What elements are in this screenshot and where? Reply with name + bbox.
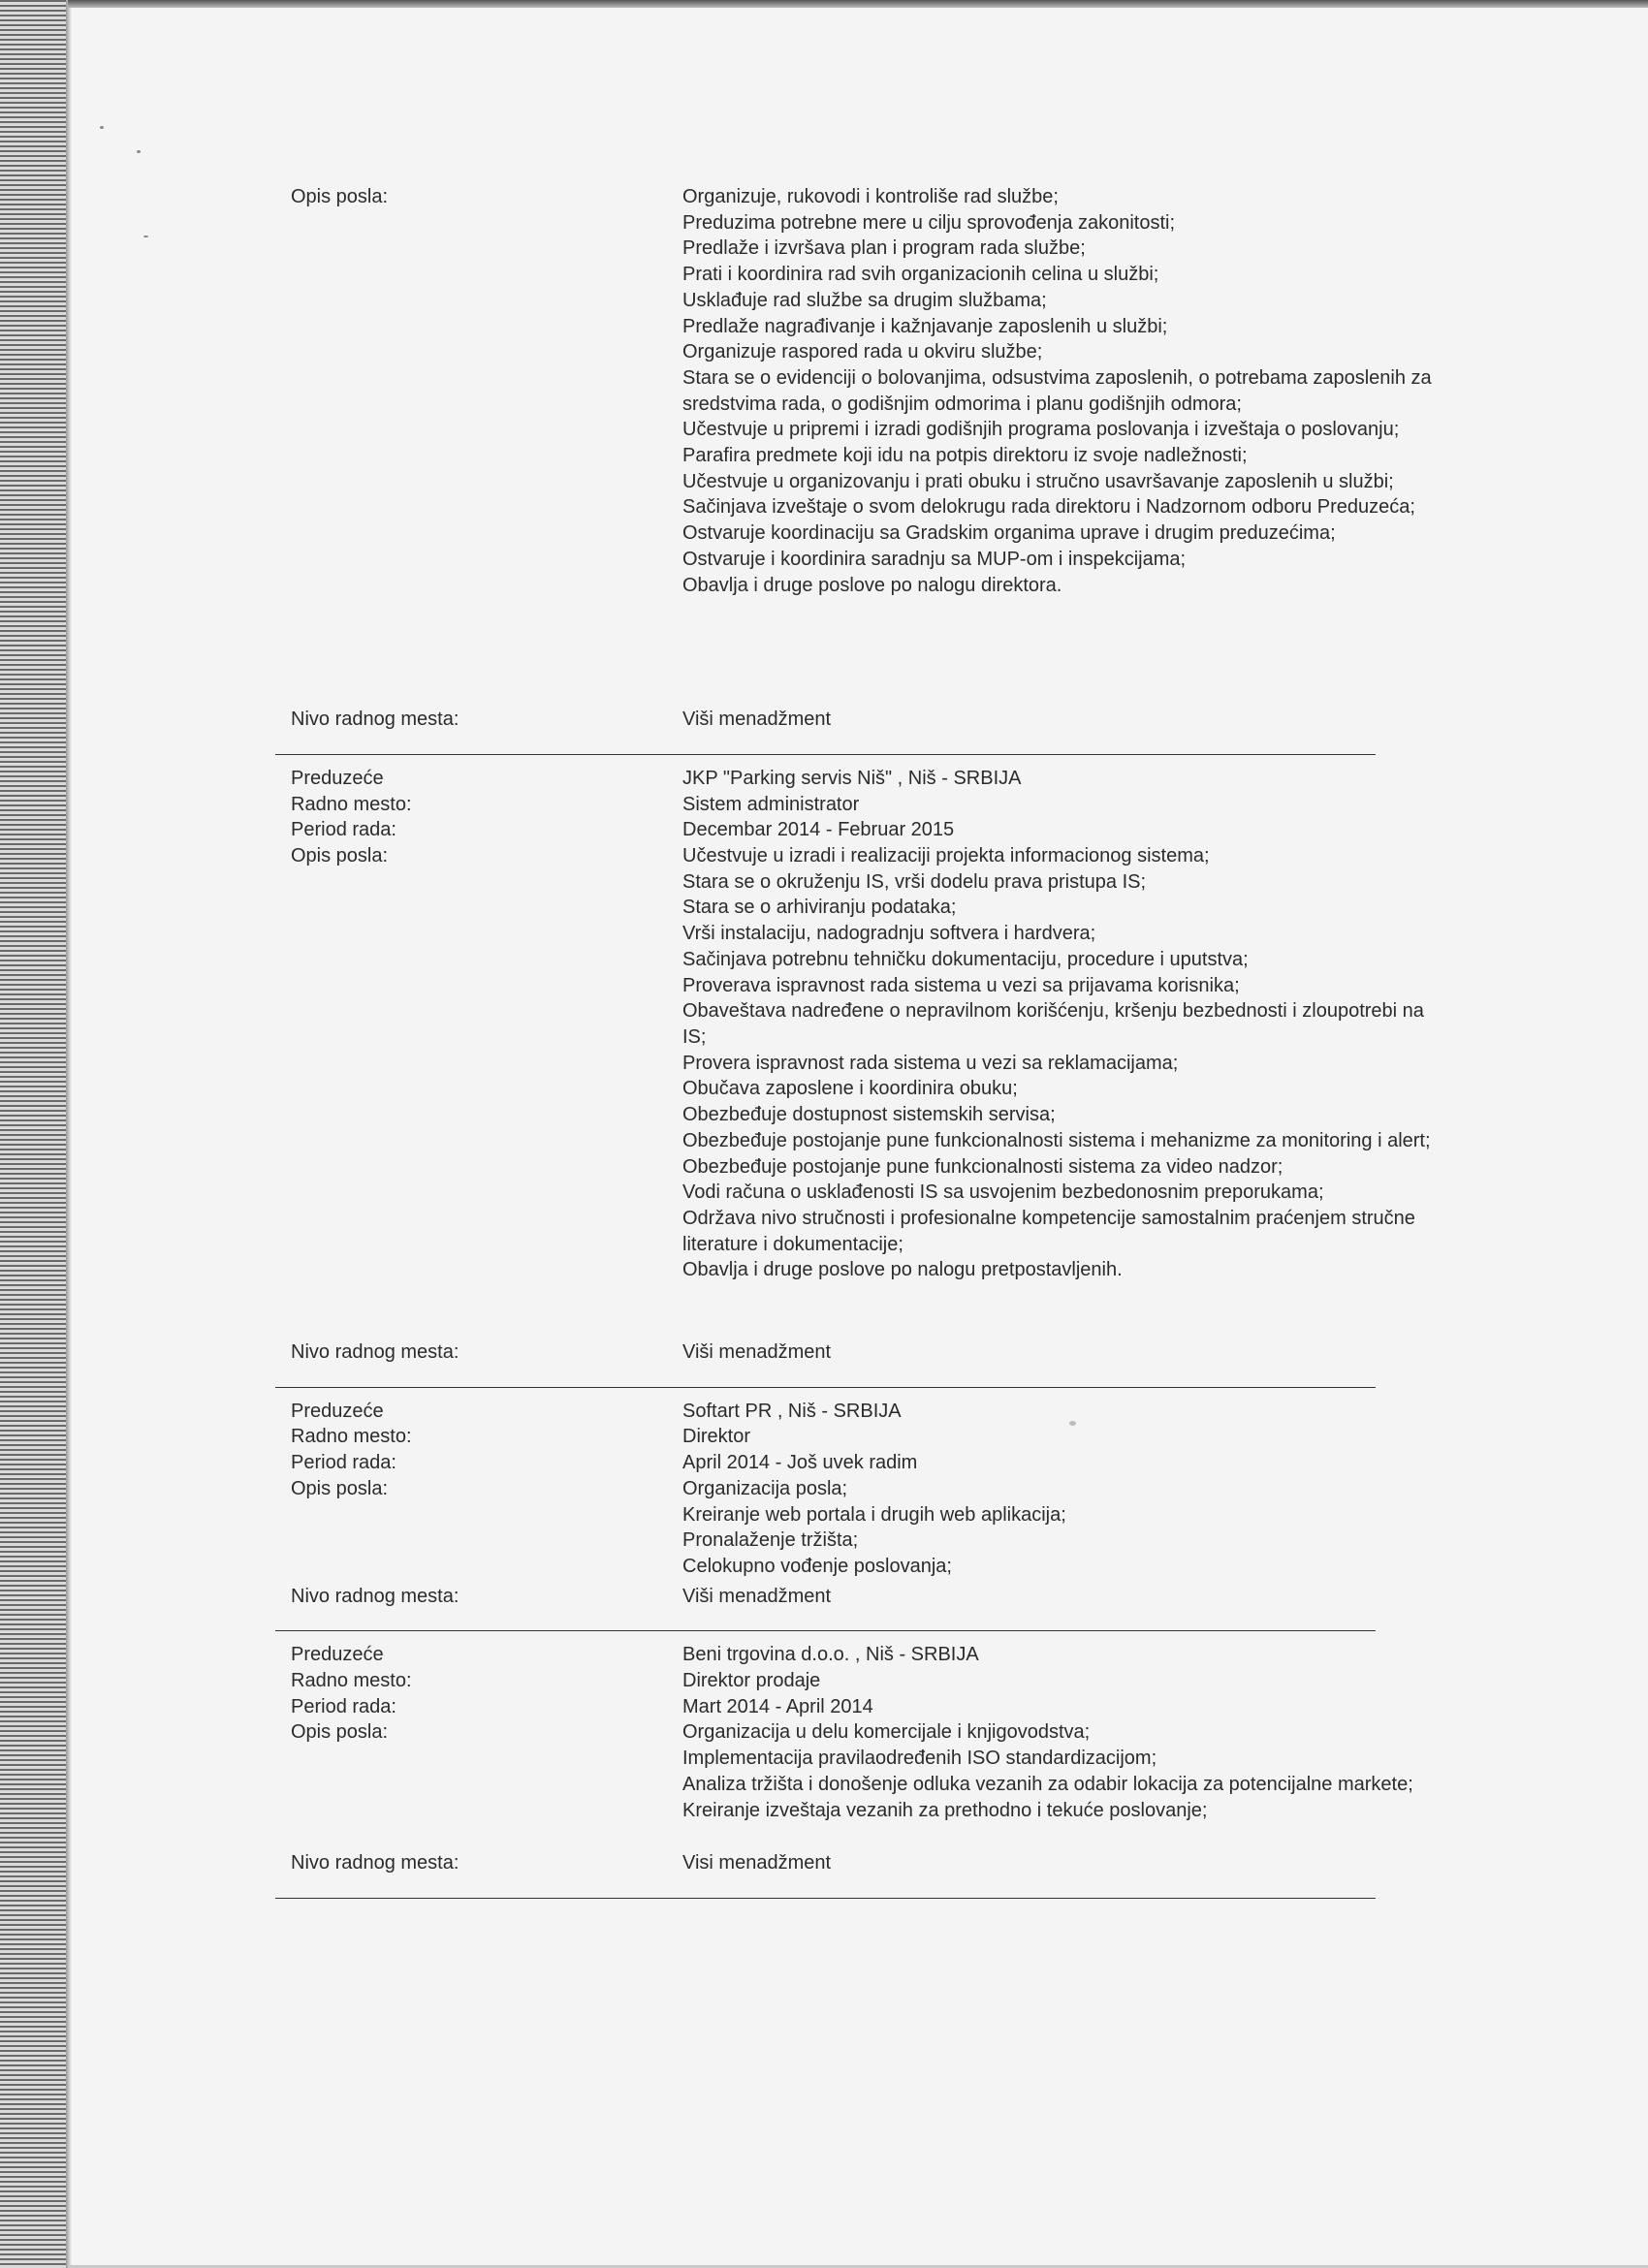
spacer [291, 1823, 1512, 1850]
duty-line: Provera ispravnost rada sistema u vezi sa reklamacijama; [682, 1052, 1179, 1074]
position-value: Sistem administrator [682, 793, 860, 815]
period-label: Period rada: [291, 1452, 396, 1474]
period-row [291, 817, 1512, 843]
level-value: Viši menadžment [682, 709, 832, 731]
company-label: Preduzeće [291, 767, 384, 789]
company-label: Preduzeće [291, 1644, 384, 1666]
level-label: Nivo radnog mesta: [291, 1341, 460, 1364]
duty-line: Obezbeđuje postojanje pune funkcionalnosti sistema i mehanizme za monitoring i alert; [682, 1129, 1431, 1151]
section-divider [275, 754, 1376, 755]
duty-line: Obezbeđuje postojanje pune funkcionalnosti sistema za video nadzor; [682, 1155, 1284, 1178]
period-row [291, 1694, 1512, 1720]
section-divider [275, 1387, 1376, 1388]
level-label: Nivo radnog mesta: [291, 709, 460, 731]
duty-line: IS; [682, 1025, 707, 1048]
duties-label: Opis posla: [291, 1721, 389, 1744]
duty-line: Učestvuje u organizovanju i prati obuku i stručno usavršavanje zaposlenih u službi; [682, 470, 1394, 492]
duty-line: Preduzima potrebne mere u cilju sprovođenja zakonitosti; [682, 211, 1176, 234]
level-label: Nivo radnog mesta: [291, 1852, 460, 1874]
company-row [291, 766, 1512, 792]
duty-line: Obavlja i druge poslove po nalogu direktora. [682, 574, 1062, 596]
duty-line: Pronalaženje tržišta; [682, 1529, 859, 1552]
scan-speck [137, 150, 141, 153]
duty-line: Stara se o okruženju IS, vrši dodelu prava pristupa IS; [682, 870, 1147, 893]
scan-top-edge [68, 0, 1648, 8]
duty-line: Ostvaruje koordinaciju sa Gradskim organima uprave i drugim preduzećima; [682, 522, 1336, 545]
company-value: Softart PR , Niš - SRBIJA [682, 1400, 902, 1422]
duty-line: Stara se o arhiviranju podataka; [682, 897, 957, 919]
spacer [291, 598, 1512, 707]
duty-line: Organizuje, rukovodi i kontroliše rad službe; [682, 186, 1059, 207]
scan-edge-strip [0, 0, 68, 2268]
duties-list [682, 1719, 1512, 1823]
level-row [291, 1584, 1512, 1610]
position-label: Radno mesto: [291, 1426, 412, 1448]
duties-label: Opis posla: [291, 186, 389, 207]
duty-line: Održava nivo stručnosti i profesionalne kompetencije samostalnim praćenjem stručne [682, 1207, 1415, 1229]
duty-line: Obučava zaposlene i koordinira obuku; [682, 1078, 1018, 1100]
duties-label: Opis posla: [291, 845, 389, 867]
duty-line: Stara se o evidenciji o bolovanjima, odsustvima zaposlenih, o potrebama zaposlenih za [682, 366, 1432, 389]
period-label: Period rada: [291, 819, 396, 841]
company-row [291, 1642, 1512, 1668]
duties-row [291, 843, 1512, 1283]
duty-line: Sačinjava izveštaje o svom delokrugu rada direktoru i Nadzornom odboru Preduzeća; [682, 496, 1415, 519]
duty-line: Sačinjava potrebnu tehničku dokumentaciju, procedure i uputstva; [682, 948, 1249, 970]
scan-speck [143, 236, 148, 237]
company-row [291, 1399, 1512, 1425]
duty-line: Parafira predmete koji idu na potpis direktoru iz svoje nadležnosti; [682, 445, 1248, 467]
duties-row [291, 184, 1512, 598]
level-value: Viši menadžment [682, 1585, 832, 1607]
position-value: Direktor prodaje [682, 1670, 821, 1692]
period-label: Period rada: [291, 1695, 396, 1717]
level-value: Visi menadžment [682, 1852, 832, 1874]
position-label: Radno mesto: [291, 793, 412, 815]
level-value: Viši menadžment [682, 1341, 832, 1364]
duties-label: Opis posla: [291, 1477, 389, 1499]
duty-line: Usklađuje rad službe sa drugim službama; [682, 289, 1047, 311]
section-divider [275, 1898, 1376, 1899]
level-row [291, 707, 1512, 733]
duty-line: Implementacija pravilaodređenih ISO standardizacijom; [682, 1748, 1157, 1770]
duty-line: Obavlja i druge poslove po nalogu pretpostavljenih. [682, 1259, 1123, 1281]
company-label: Preduzeće [291, 1400, 384, 1422]
duty-line: Vrši instalaciju, nadogradnju softvera i hardvera; [682, 923, 1096, 945]
duty-line: Organizuje raspored rada u okviru službe; [682, 341, 1043, 363]
position-row [291, 792, 1512, 818]
period-row [291, 1450, 1512, 1476]
position-label: Radno mesto: [291, 1670, 412, 1692]
duty-line: Kreiranje izveštaja vezanih za prethodno i tekuće poslovanje; [682, 1799, 1208, 1821]
duty-line: Kreiranje web portala i drugih web aplikacija; [682, 1503, 1066, 1526]
period-value: Mart 2014 - April 2014 [682, 1695, 873, 1717]
duty-line: Proverava ispravnost rada sistema u vezi sa prijavama korisnika; [682, 974, 1240, 996]
level-row [291, 1850, 1512, 1876]
spacer [291, 1283, 1512, 1339]
duty-line: Predlaže nagrađivanje i kažnjavanje zaposlenih u službi; [682, 315, 1168, 337]
position-value: Direktor [682, 1426, 751, 1448]
duties-row [291, 1719, 1512, 1823]
level-label: Nivo radnog mesta: [291, 1585, 460, 1607]
position-row [291, 1668, 1512, 1694]
duty-line: Analiza tržišta i donošenje odluka vezanih za odabir lokacija za potencijalne markete; [682, 1773, 1413, 1795]
duty-line: Obezbeđuje dostupnost sistemskih servisa; [682, 1104, 1056, 1126]
duty-line: Učestvuje u pripremi i izradi godišnjih programa poslovanja i izveštaja o poslovanju; [682, 419, 1400, 441]
duty-line: Organizacija posla; [682, 1477, 848, 1499]
duty-line: Ostvaruje i koordinira saradnju sa MUP-om i inspekcijama; [682, 548, 1187, 570]
company-value: JKP "Parking servis Niš" , Niš - SRBIJA [682, 767, 1022, 789]
duty-line: Celokupno vođenje poslovanja; [682, 1555, 952, 1577]
period-value: April 2014 - Još uvek radim [682, 1452, 918, 1474]
period-value: Decembar 2014 - Februar 2015 [682, 819, 955, 841]
duties-list [682, 1476, 1512, 1580]
duty-line: sredstvima rada, o godišnjim odmorima i planu godišnjih odmora; [682, 393, 1242, 415]
level-row [291, 1339, 1512, 1366]
duty-line: Vodi računa o usklađenosti IS sa usvojenim bezbedonosnim preporukama; [682, 1181, 1324, 1204]
duties-row [291, 1476, 1512, 1580]
work-experience-document [291, 184, 1512, 1909]
duties-list [682, 184, 1512, 598]
section-divider [275, 1630, 1376, 1631]
scan-speck [100, 126, 104, 129]
duty-line: Prati i koordinira rad svih organizacionih celina u službi; [682, 264, 1159, 286]
position-row [291, 1424, 1512, 1450]
duty-line: Učestvuje u izradi i realizaciji projekta informacionog sistema; [682, 845, 1210, 867]
duty-line: literature i dokumentacije; [682, 1233, 903, 1255]
duty-line: Predlaže i izvršava plan i program rada službe; [682, 237, 1086, 260]
duties-list [682, 843, 1512, 1283]
company-value: Beni trgovina d.o.o. , Niš - SRBIJA [682, 1644, 979, 1666]
duty-line: Obaveštava nadređene o nepravilnom korišćenju, kršenju bezbednosti i zloupotrebi na [682, 1000, 1424, 1023]
duty-line: Organizacija u delu komercijale i knjigovodstva; [682, 1721, 1091, 1744]
